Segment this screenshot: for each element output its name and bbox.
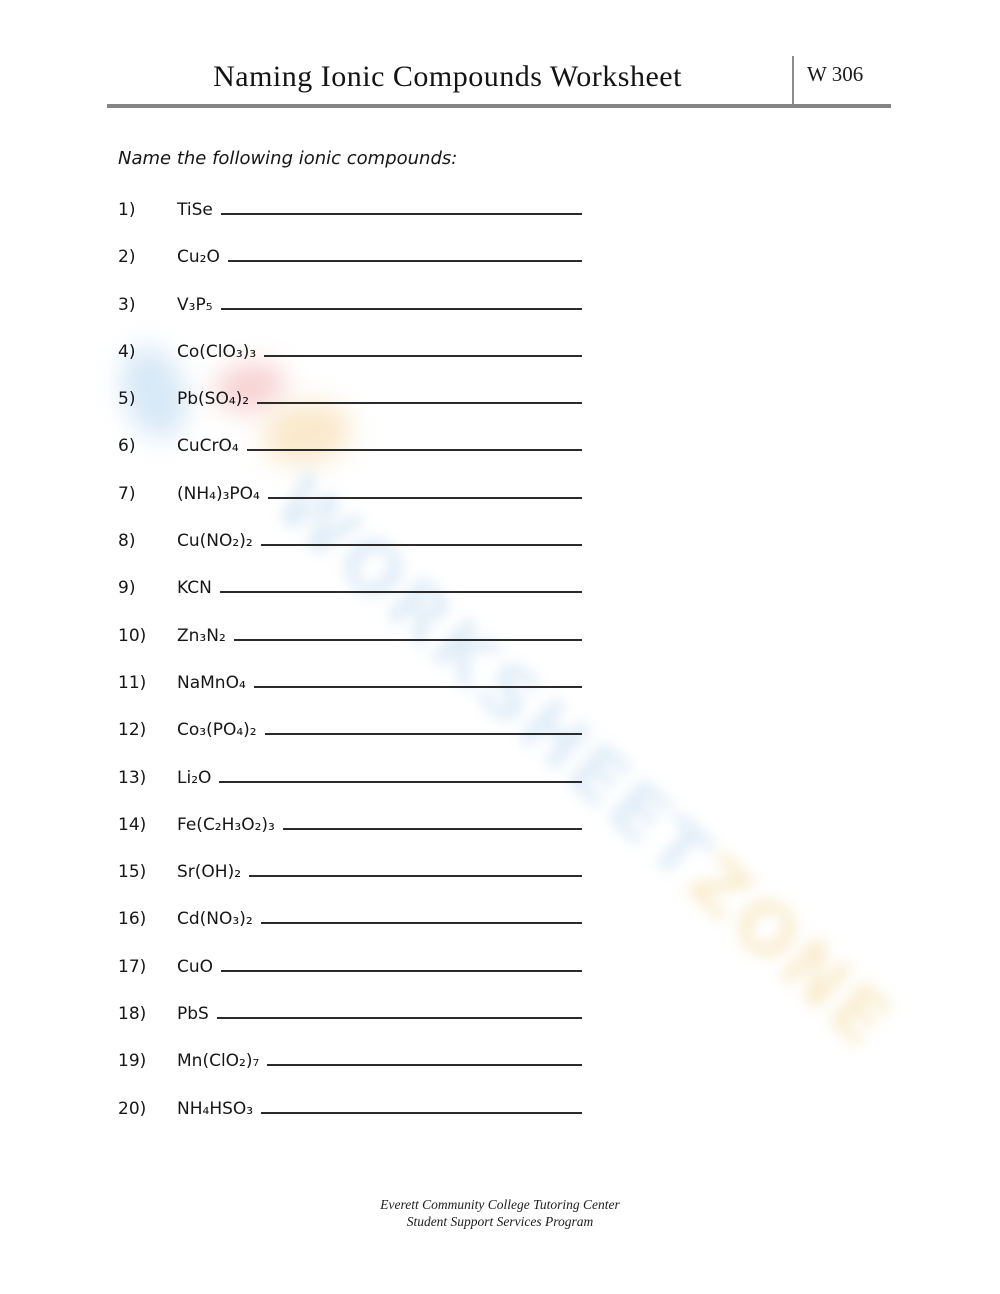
problem-number: 5) bbox=[118, 389, 136, 410]
problem-formula: PbS bbox=[177, 1004, 209, 1025]
problem-number: 17) bbox=[118, 956, 147, 977]
footer-line-2: Student Support Services Program bbox=[406, 1214, 594, 1229]
problems-list bbox=[118, 193, 582, 1139]
answer-blank bbox=[268, 497, 582, 499]
problem-row bbox=[118, 666, 582, 713]
answer-blank bbox=[221, 213, 582, 215]
answer-blank bbox=[265, 733, 582, 735]
problem-formula: CuO bbox=[177, 956, 214, 977]
problem-row bbox=[118, 619, 582, 666]
problem-formula: Zn₃N₂ bbox=[177, 625, 226, 646]
problem-number: 19) bbox=[118, 1051, 147, 1072]
problem-formula: Cu₂O bbox=[177, 247, 220, 268]
problem-row bbox=[118, 193, 582, 240]
problem-row bbox=[118, 382, 582, 429]
problem-formula: Cu(NO₂)₂ bbox=[177, 531, 253, 552]
problem-formula: Fe(C₂H₃O₂)₃ bbox=[177, 814, 275, 835]
answer-blank bbox=[254, 686, 582, 688]
problem-number: 6) bbox=[118, 436, 136, 457]
page-title: Naming Ionic Compounds Worksheet bbox=[213, 60, 682, 93]
problem-formula: KCN bbox=[177, 578, 212, 599]
problem-row bbox=[118, 1044, 582, 1091]
problem-number: 7) bbox=[118, 483, 136, 504]
worksheet-code: W 306 bbox=[807, 62, 864, 86]
problem-formula: Mn(ClO₂)₇ bbox=[177, 1051, 260, 1072]
problem-formula: Pb(SO₄)₂ bbox=[177, 389, 250, 410]
answer-blank bbox=[261, 1112, 582, 1114]
answer-blank bbox=[261, 922, 582, 924]
instruction-text: Name the following ionic compounds: bbox=[118, 148, 458, 169]
footer-line-1: Everett Community College Tutoring Center bbox=[380, 1197, 620, 1212]
problem-formula: NH₄HSO₃ bbox=[177, 1098, 254, 1119]
answer-blank bbox=[234, 639, 582, 641]
problem-row bbox=[118, 950, 582, 997]
answer-blank bbox=[220, 591, 582, 593]
problem-formula: V₃P₅ bbox=[177, 294, 213, 315]
problem-number: 3) bbox=[118, 294, 136, 315]
problem-row bbox=[118, 288, 582, 335]
problem-row bbox=[118, 335, 582, 382]
answer-blank bbox=[221, 308, 582, 310]
problem-row bbox=[118, 524, 582, 571]
problem-row bbox=[118, 808, 582, 855]
problem-row bbox=[118, 429, 582, 476]
problem-row bbox=[118, 713, 582, 760]
problem-row bbox=[118, 997, 582, 1044]
problem-formula: CuCrO₄ bbox=[177, 436, 239, 457]
problem-row bbox=[118, 855, 582, 902]
problem-formula: TiSe bbox=[177, 200, 213, 220]
problem-formula: Co₃(PO₄)₂ bbox=[177, 720, 257, 741]
answer-blank bbox=[257, 402, 582, 404]
header-rule bbox=[107, 104, 891, 108]
problem-number: 1) bbox=[118, 200, 136, 220]
problem-formula: (NH₄)₃PO₄ bbox=[177, 483, 260, 504]
answer-blank bbox=[264, 355, 582, 357]
footer bbox=[0, 1196, 1000, 1230]
problem-number: 15) bbox=[118, 862, 147, 883]
problem-formula: Li₂O bbox=[177, 767, 212, 788]
answer-blank bbox=[221, 970, 582, 972]
problem-number: 14) bbox=[118, 814, 147, 835]
answer-blank bbox=[267, 1064, 582, 1066]
problem-formula: Cd(NO₃)₂ bbox=[177, 909, 253, 930]
answer-blank bbox=[283, 828, 582, 830]
answer-blank bbox=[261, 544, 582, 546]
problem-row bbox=[118, 571, 582, 618]
problem-number: 8) bbox=[118, 531, 136, 552]
watermark-text-primary: WORKSHEET bbox=[256, 458, 730, 901]
problem-number: 11) bbox=[118, 672, 147, 693]
problem-number: 2) bbox=[118, 247, 136, 268]
problem-row bbox=[118, 761, 582, 808]
problem-formula: Sr(OH)₂ bbox=[177, 862, 242, 883]
problem-number: 10) bbox=[118, 625, 147, 646]
header-vertical-divider bbox=[792, 56, 794, 104]
problem-number: 12) bbox=[118, 720, 147, 741]
answer-blank bbox=[247, 449, 582, 451]
problem-formula: NaMnO₄ bbox=[177, 672, 246, 693]
problem-number: 13) bbox=[118, 767, 147, 788]
watermark-text-secondary: ZONE bbox=[671, 837, 910, 1067]
answer-blank bbox=[228, 260, 582, 262]
answer-blank bbox=[217, 1017, 582, 1019]
problem-number: 9) bbox=[118, 578, 136, 599]
answer-blank bbox=[249, 875, 582, 877]
problem-number: 16) bbox=[118, 909, 147, 930]
problem-row bbox=[118, 240, 582, 287]
problem-row bbox=[118, 1092, 582, 1139]
problem-row bbox=[118, 902, 582, 949]
problem-number: 4) bbox=[118, 341, 136, 362]
problem-number: 18) bbox=[118, 1004, 147, 1025]
problem-row bbox=[118, 477, 582, 524]
problem-number: 20) bbox=[118, 1098, 147, 1119]
problem-formula: Co(ClO₃)₃ bbox=[177, 341, 257, 362]
answer-blank bbox=[219, 781, 582, 783]
